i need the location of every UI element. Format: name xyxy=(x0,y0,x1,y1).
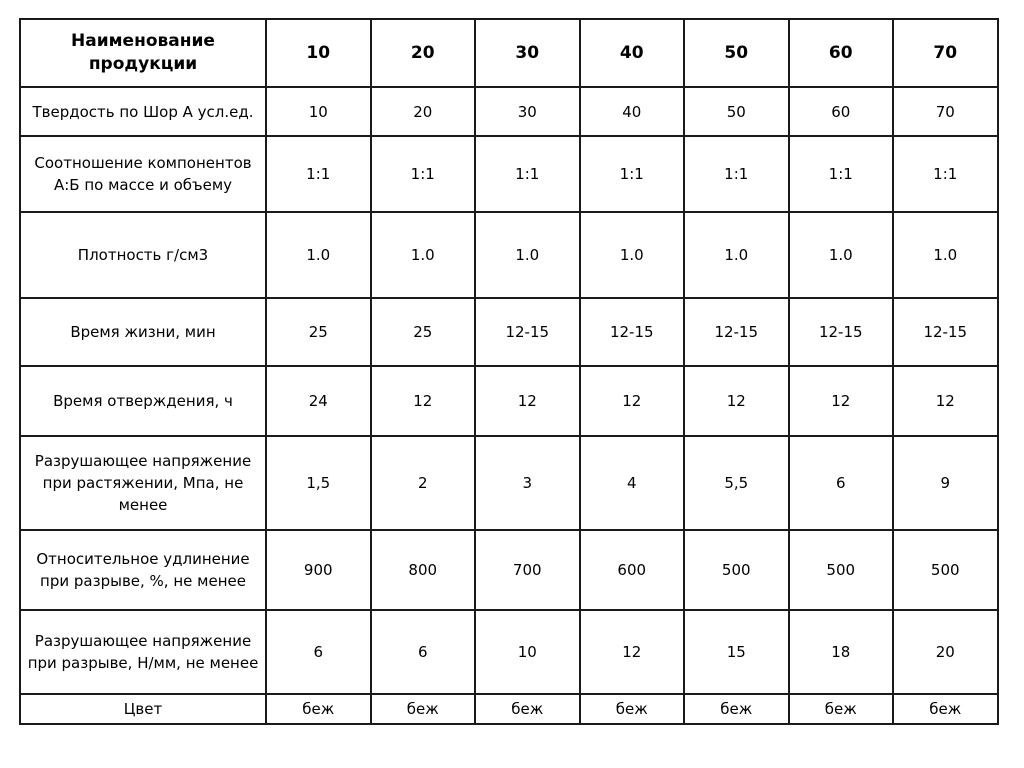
table-row xyxy=(20,298,998,366)
table-cell: 50 xyxy=(684,87,789,136)
table-cell: 500 xyxy=(684,530,789,610)
table-cell: 1.0 xyxy=(684,212,789,298)
row-label: Относительное удлинение при разрыве, %, не менее xyxy=(20,530,266,610)
table-row xyxy=(20,212,998,298)
table-cell: 1.0 xyxy=(371,212,476,298)
table-cell: 1.0 xyxy=(789,212,894,298)
table-cell: 30 xyxy=(475,87,580,136)
header-column: 10 xyxy=(266,19,371,87)
table-cell: 6 xyxy=(266,610,371,694)
header-column: 60 xyxy=(789,19,894,87)
header-column: 70 xyxy=(893,19,998,87)
header-column: 30 xyxy=(475,19,580,87)
row-label: Разрушающее напряжение при разрыве, Н/мм, не менее xyxy=(20,610,266,694)
table-cell: 40 xyxy=(580,87,685,136)
product-spec-table xyxy=(19,18,999,725)
table-cell: 12 xyxy=(475,366,580,436)
table-cell: 18 xyxy=(789,610,894,694)
table-cell: 1:1 xyxy=(684,136,789,212)
row-label: Время жизни, мин xyxy=(20,298,266,366)
table-row xyxy=(20,87,998,136)
row-label: Соотношение компонентов А:Б по массе и объему xyxy=(20,136,266,212)
table-cell: 6 xyxy=(371,610,476,694)
table-cell: 12 xyxy=(580,610,685,694)
table-cell: 1:1 xyxy=(266,136,371,212)
table-row xyxy=(20,136,998,212)
table-cell: 12-15 xyxy=(580,298,685,366)
table-row xyxy=(20,530,998,610)
header-column: 40 xyxy=(580,19,685,87)
table-cell: беж xyxy=(789,694,894,724)
table-cell: 900 xyxy=(266,530,371,610)
table-cell: 5,5 xyxy=(684,436,789,530)
table-cell: 1:1 xyxy=(789,136,894,212)
table-cell: 1,5 xyxy=(266,436,371,530)
table-cell: 15 xyxy=(684,610,789,694)
table-cell: 700 xyxy=(475,530,580,610)
table-cell: 1.0 xyxy=(475,212,580,298)
header-product-name: Наименование продукции xyxy=(20,19,266,87)
table-cell: 600 xyxy=(580,530,685,610)
table-cell: 70 xyxy=(893,87,998,136)
table-cell: 500 xyxy=(789,530,894,610)
table-row xyxy=(20,436,998,530)
table-cell: 12-15 xyxy=(789,298,894,366)
header-row xyxy=(20,19,998,87)
table-row xyxy=(20,610,998,694)
table-cell: 10 xyxy=(475,610,580,694)
table-cell: 24 xyxy=(266,366,371,436)
table-cell: беж xyxy=(475,694,580,724)
table-cell: 12 xyxy=(580,366,685,436)
table-cell: 12 xyxy=(684,366,789,436)
table-cell: 12-15 xyxy=(684,298,789,366)
table-cell: 12-15 xyxy=(475,298,580,366)
table-cell: беж xyxy=(580,694,685,724)
row-label: Твердость по Шор А усл.ед. xyxy=(20,87,266,136)
table-cell: 4 xyxy=(580,436,685,530)
table-cell: 800 xyxy=(371,530,476,610)
table-cell: беж xyxy=(266,694,371,724)
table-row xyxy=(20,694,998,724)
table-cell: беж xyxy=(893,694,998,724)
table-cell: беж xyxy=(371,694,476,724)
row-label: Цвет xyxy=(20,694,266,724)
table-cell: 25 xyxy=(266,298,371,366)
table-cell: 1:1 xyxy=(371,136,476,212)
row-label: Разрушающее напряжение при растяжении, Мпа, не менее xyxy=(20,436,266,530)
table-cell: 3 xyxy=(475,436,580,530)
table-cell: 20 xyxy=(893,610,998,694)
table-cell: 12 xyxy=(893,366,998,436)
table-cell: 25 xyxy=(371,298,476,366)
table-cell: 1:1 xyxy=(580,136,685,212)
table-cell: 12 xyxy=(789,366,894,436)
table-cell: 1.0 xyxy=(266,212,371,298)
table-cell: 6 xyxy=(789,436,894,530)
table-cell: 12-15 xyxy=(893,298,998,366)
table-cell: 1.0 xyxy=(580,212,685,298)
table-cell: 60 xyxy=(789,87,894,136)
table-cell: 1:1 xyxy=(475,136,580,212)
table-row xyxy=(20,366,998,436)
table-cell: 1:1 xyxy=(893,136,998,212)
row-label: Время отверждения, ч xyxy=(20,366,266,436)
table-cell: 12 xyxy=(371,366,476,436)
table-cell: 20 xyxy=(371,87,476,136)
table-cell: беж xyxy=(684,694,789,724)
table-cell: 2 xyxy=(371,436,476,530)
header-column: 50 xyxy=(684,19,789,87)
table-cell: 9 xyxy=(893,436,998,530)
row-label: Плотность г/см3 xyxy=(20,212,266,298)
table-cell: 10 xyxy=(266,87,371,136)
table-cell: 1.0 xyxy=(893,212,998,298)
table-cell: 500 xyxy=(893,530,998,610)
header-column: 20 xyxy=(371,19,476,87)
